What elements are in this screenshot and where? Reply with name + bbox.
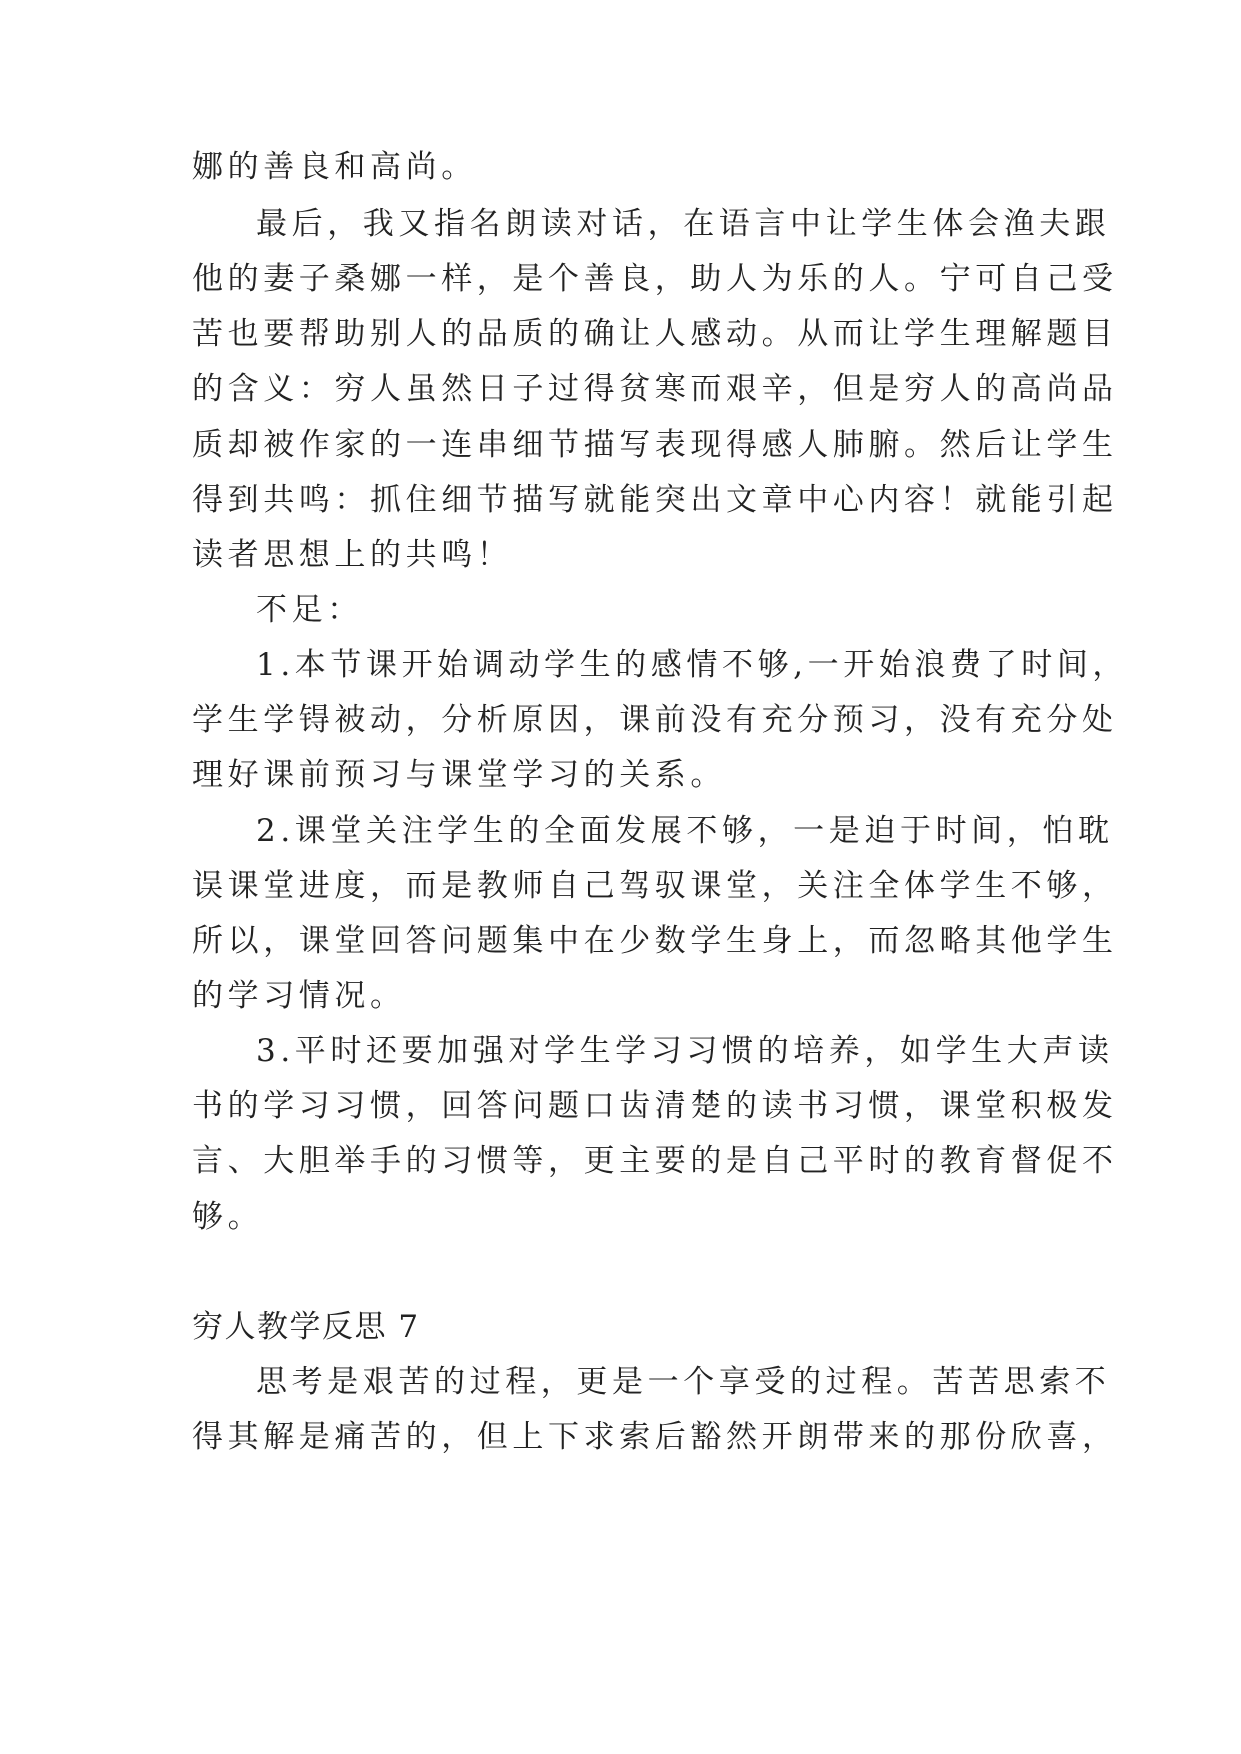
paragraph-line: 思考是艰苦的过程，更是一个享受的过程。苦苦思索不 [256, 1364, 1111, 1400]
paragraph-line: 理好课前预习与课堂学习的关系。 [192, 757, 726, 793]
paragraph-line: 够。 [192, 1199, 264, 1235]
paragraph-line: 得到共鸣：抓住细节描写就能突出文章中心内容！就能引起 [192, 482, 1118, 518]
paragraph-line: 得其解是痛苦的，但上下求索后豁然开朗带来的那份欣喜， [192, 1419, 1118, 1455]
paragraph-line: 学生学锝被动，分析原因，课前没有充分预习，没有充分处 [192, 702, 1118, 738]
section-label: 不足： [256, 592, 363, 628]
paragraph-line: 言、大胆举手的习惯等，更主要的是自己平时的教育督促不 [192, 1143, 1118, 1179]
section-heading: 穷人教学反思 7 [192, 1309, 420, 1345]
paragraph-line: 他的妻子桑娜一样，是个善良，助人为乐的人。宁可自己受 [192, 261, 1118, 297]
paragraph-line: 娜的善良和高尚。 [192, 149, 477, 185]
paragraph-line: 的含义：穷人虽然日子过得贫寒而艰辛，但是穷人的高尚品 [192, 371, 1118, 407]
paragraph-line: 质却被作家的一连串细节描写表现得感人肺腑。然后让学生 [192, 427, 1118, 463]
paragraph-line: 的学习情况。 [192, 978, 406, 1014]
paragraph-line: 3.平时还要加强对学生学习习惯的培养，如学生大声读 [256, 1033, 1114, 1069]
paragraph-line: 最后，我又指名朗读对话，在语言中让学生体会渔夫跟 [256, 206, 1111, 242]
paragraph-line: 苦也要帮助别人的品质的确让人感动。从而让学生理解题目 [192, 316, 1118, 352]
paragraph-line: 所以，课堂回答问题集中在少数学生身上，而忽略其他学生 [192, 923, 1118, 959]
paragraph-line: 2.课堂关注学生的全面发展不够，一是迫于时间，怕耽 [256, 813, 1114, 849]
paragraph-line: 1.本节课开始调动学生的感情不够,一开始浪费了时间， [256, 647, 1129, 683]
paragraph-line: 书的学习习惯，回答问题口齿清楚的读书习惯，课堂积极发 [192, 1088, 1118, 1124]
paragraph-line: 误课堂进度，而是教师自己驾驭课堂，关注全体学生不够， [192, 868, 1118, 904]
paragraph-line: 读者思想上的共鸣！ [192, 537, 513, 573]
